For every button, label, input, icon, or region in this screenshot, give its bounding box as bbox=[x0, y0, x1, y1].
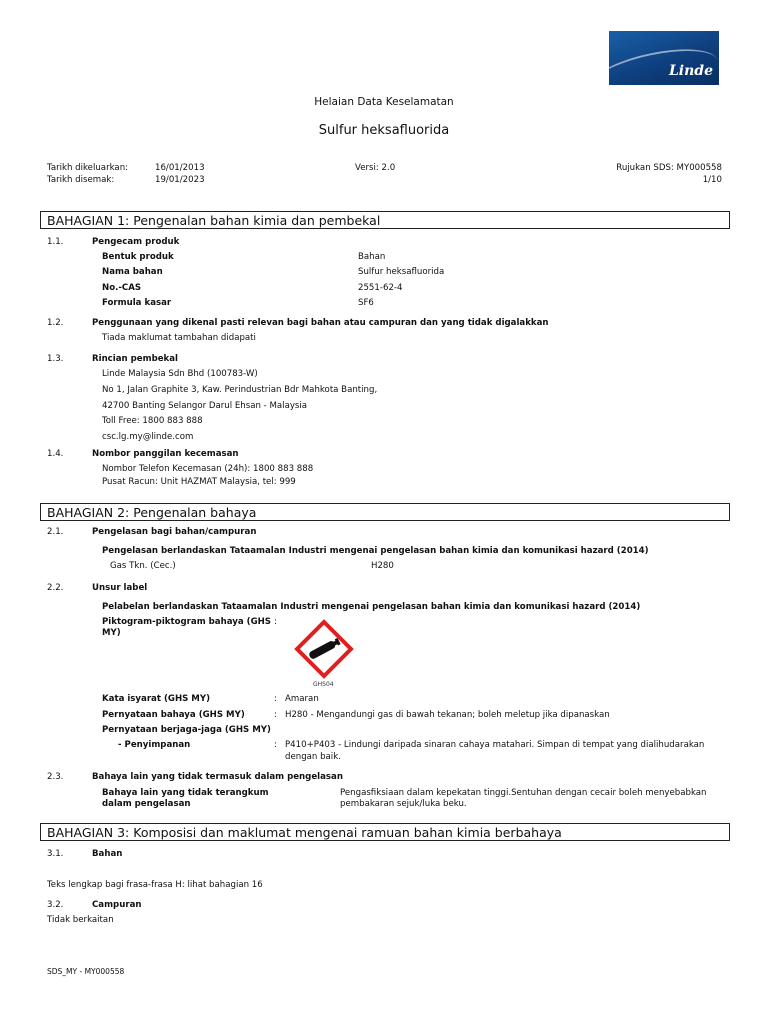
section-3-heading: BAHAGIAN 3: Komposisi dan maklumat mengenai ramuan bahan kimia berbahaya bbox=[40, 823, 730, 841]
s12-num: 1.2. bbox=[47, 318, 64, 328]
signal-label: Kata isyarat (GHS MY) bbox=[102, 694, 211, 704]
s13-num: 1.3. bbox=[47, 354, 64, 364]
emergency-line: Pusat Racun: Unit HAZMAT Malaysia, tel: 999 bbox=[102, 477, 296, 487]
doc-type-title: Helaian Data Keselamatan bbox=[314, 96, 454, 108]
sds-ref: Rujukan SDS: MY000558 bbox=[616, 163, 722, 173]
s31-title: Bahan bbox=[92, 849, 123, 859]
substance-name-label: Nama bahan bbox=[102, 267, 163, 277]
product-form-label: Bentuk produk bbox=[102, 252, 174, 262]
class-code: H280 bbox=[371, 561, 394, 571]
hazard-label: Pernyataan bahaya (GHS MY) bbox=[102, 710, 245, 720]
s23-num: 2.3. bbox=[47, 772, 64, 782]
s32-text: Tidak berkaitan bbox=[47, 915, 114, 925]
s32-title: Campuran bbox=[92, 900, 142, 910]
formula-value: SF6 bbox=[358, 298, 374, 308]
s21-title: Pengelasan bagi bahan/campuran bbox=[92, 527, 257, 537]
product-form-value: Bahan bbox=[358, 252, 386, 262]
s11-title: Pengecam produk bbox=[92, 237, 180, 247]
storage-value-1: P410+P403 - Lindungi daripada sinaran cahaya matahari. Simpan di tempat yang dialihudarakan bbox=[285, 740, 705, 750]
s31-num: 3.1. bbox=[47, 849, 64, 859]
page-number: 1/10 bbox=[702, 175, 722, 185]
s32-num: 3.2. bbox=[47, 900, 64, 910]
supplier-line: Linde Malaysia Sdn Bhd (100783-W) bbox=[102, 369, 258, 379]
storage-label: - Penyimpanan bbox=[118, 740, 191, 750]
colon: : bbox=[274, 694, 277, 704]
cas-value: 2551-62-4 bbox=[358, 283, 403, 293]
pictogram-label-2: MY) bbox=[102, 628, 121, 638]
revised-label: Tarikh disemak: bbox=[47, 175, 115, 185]
cas-label: No.-CAS bbox=[102, 283, 142, 293]
supplier-line: 42700 Banting Selangor Darul Ehsan - Malaysia bbox=[102, 401, 308, 411]
other-hazards-label-1: Bahaya lain yang tidak terangkum bbox=[102, 788, 269, 798]
s14-title: Nombor panggilan kecemasan bbox=[92, 449, 239, 459]
substance-title: Sulfur heksafluorida bbox=[318, 123, 450, 138]
colon: : bbox=[274, 710, 277, 720]
revised-value: 19/01/2023 bbox=[155, 175, 205, 185]
s13-title: Rincian pembekal bbox=[92, 354, 179, 364]
section-2-heading: BAHAGIAN 2: Pengenalan bahaya bbox=[40, 503, 730, 521]
hazard-value: H280 - Mengandungi gas di bawah tekanan; boleh meletup jika dipanaskan bbox=[285, 710, 610, 720]
h-phrase-note: Teks lengkap bagi frasa-frasa H: lihat bahagian 16 bbox=[47, 880, 263, 890]
s14-num: 1.4. bbox=[47, 449, 64, 459]
precaution-label: Pernyataan berjaga-jaga (GHS MY) bbox=[102, 725, 271, 735]
emergency-line: Nombor Telefon Kecemasan (24h): 1800 883 888 bbox=[102, 464, 314, 474]
supplier-line: No 1, Jalan Graphite 3, Kaw. Perindustrian Bdr Mahkota Banting, bbox=[102, 385, 378, 395]
version: Versi: 2.0 bbox=[355, 163, 396, 173]
s12-title: Penggunaan yang dikenal pasti relevan bagi bahan atau campuran dan yang tidak digalakkan bbox=[92, 318, 549, 328]
s21-basis: Pengelasan berlandaskan Tataamalan Industri mengenai pengelasan bahan kimia dan komunikasi hazard (2014) bbox=[102, 546, 649, 556]
s22-basis: Pelabelan berlandaskan Tataamalan Industri mengenai pengelasan bahan kimia dan komunikasi hazard (2014) bbox=[102, 602, 641, 612]
linde-logo bbox=[609, 31, 719, 85]
other-hazards-value-1: Pengasfiksiaan dalam kepekatan tinggi.Sentuhan dengan cecair boleh menyebabkan bbox=[340, 788, 707, 798]
colon: : bbox=[274, 740, 277, 750]
substance-name-value: Sulfur heksafluorida bbox=[358, 267, 445, 277]
signal-value: Amaran bbox=[285, 694, 319, 704]
s23-title: Bahaya lain yang tidak termasuk dalam pengelasan bbox=[92, 772, 343, 782]
gas-cylinder-icon bbox=[294, 619, 354, 679]
issued-label: Tarikh dikeluarkan: bbox=[47, 163, 129, 173]
section-1-heading: BAHAGIAN 1: Pengenalan bahan kimia dan pembekal bbox=[40, 211, 730, 229]
class-label: Gas Tkn. (Cec.) bbox=[110, 561, 176, 571]
issued-value: 16/01/2013 bbox=[155, 163, 205, 173]
footer-code: SDS_MY - MY000558 bbox=[47, 967, 125, 976]
formula-label: Formula kasar bbox=[102, 298, 172, 308]
pictogram-label-1: Piktogram-piktogram bahaya (GHS bbox=[102, 617, 272, 627]
other-hazards-label-2: dalam pengelasan bbox=[102, 799, 191, 809]
s21-num: 2.1. bbox=[47, 527, 64, 537]
supplier-email[interactable]: csc.lg.my@linde.com bbox=[102, 432, 194, 442]
s12-text: Tiada maklumat tambahan didapati bbox=[102, 333, 256, 343]
colon: : bbox=[274, 617, 277, 627]
other-hazards-value-2: pembakaran sejuk/luka beku. bbox=[340, 799, 467, 809]
s22-num: 2.2. bbox=[47, 583, 64, 593]
logo-text: Linde bbox=[668, 63, 713, 79]
supplier-phone: Toll Free: 1800 883 888 bbox=[102, 416, 203, 426]
storage-value-2: dengan baik. bbox=[285, 752, 341, 762]
s11-num: 1.1. bbox=[47, 237, 64, 247]
s22-title: Unsur label bbox=[92, 583, 148, 593]
pictogram-name: GHS04 bbox=[313, 681, 334, 688]
